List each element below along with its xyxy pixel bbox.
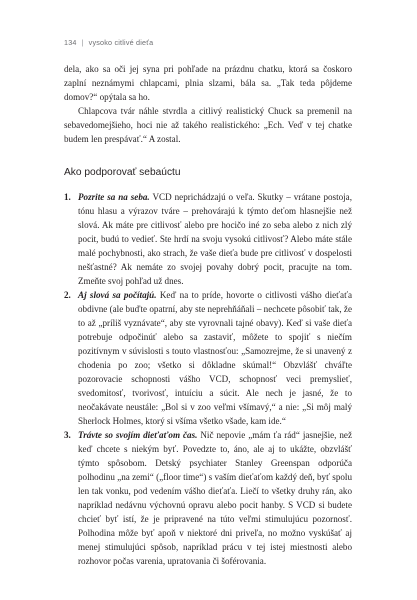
list-item-lead: Pozrite sa na seba.	[78, 192, 150, 202]
running-title: vysoko citlivé dieťa	[88, 38, 154, 47]
list-item-lead: Trávte so svojím dieťaťom čas.	[78, 430, 198, 440]
page-number: 134	[64, 38, 77, 47]
list-item	[64, 288, 352, 428]
list-item-number: 1.	[64, 192, 71, 202]
running-header	[64, 38, 153, 47]
tips-list	[64, 190, 352, 568]
paragraph: dela, ako sa oči jej syna pri pohľade na prázdnu chatku, ktorá sa čoskoro zaplní neznámymi chlapcami, plnia slzami, bála sa. „Tak teda pôjdeme domov?“ opýtala sa ho.	[64, 64, 352, 102]
list-item-lead: Aj slová sa počítajú.	[78, 290, 157, 300]
page-body	[64, 62, 352, 568]
header-separator: |	[81, 38, 84, 47]
section-heading: Ako podporovať sebaúctu	[64, 167, 181, 178]
list-item-text: Nič nepovie „mám ťa rád“ jasnejšie, než keď chcete s niekým byť. Povedzte to, áno, ale aj to ukážte, obzvlášť týmto spôsobom. Detský psychiater Stanley Greenspan odporúča polhodinu „na zemi“ („floor time“) s vaším dieťaťom každý deň, byť spolu len tak vonku, pod vedením vášho dieťaťa. Liečí to všetky druhy rán, ako napríklad nedávnu výchovnú opravu alebo pocit hanby. S VCD si budete chcieť byť istí, že je pripravené na túto veľmi stimulujúcu pozornosť. Polhodina môže byť apoň v niektoré dni priveľa, no možno vyskúšať aj menej stimulujúci spôsob, napríklad prácu v tej istej miestnosti alebo rozhovor počas varenia, upratovania či šoférovania.	[78, 430, 353, 566]
list-item-text: Keď na to príde, hovorte o citlivosti vášho dieťaťa obdivne (ale buďte opatrní, aby ste neprehňáňali – nechcete pôsobiť tak, že to až „príliš vyznávate“, aby ste vyrovnali tajné obavy). Keď si vaše dieťa potrebuje odpočinúť alebo sa zastaviť, môžete to spojiť s niečím pozitívnym v súvislosti s touto vlastnosťou: „Samozrejme, že si unavený z chodenia po zoo; všetko si dôkladne skúmal!“ Obzvlášť chváľte pozorovacie schopnosti vášho VCD, schopnosť veci premyslieť, svedomitosť, tvorivosť, intuíciu a súcit. Ale nech je jasné, že to neočakávate neustále: „Bol si v zoo veľmi všímavý,“ a nie: „Si môj malý Sherlock Holmes, ktorý si všíma všetko všade, kam ide.“	[78, 290, 353, 426]
list-item-number: 2.	[64, 290, 71, 300]
list-item-number: 3.	[64, 430, 71, 440]
list-item	[64, 428, 352, 568]
list-item-text: VCD neprichádzajú o veľa. Skutky – vrátane postoja, tónu hlasu a výrazov tváre – prehovárajú k týmto deťom hlasnejšie než slová. Ak máte pre citlivosť alebo pre hocičo iné zo seba alebo z nich zlý pocit, budú to vedieť. Ste hrdí na svoju vysokú citlivosť? Alebo máte stále malé pochybnosti, ako strach, že vaše dieťa bude pre citlivosť v dospelosti nešťastné? Ak nemáte zo svojej povahy dobrý pocit, pracujte na tom. Zmeňte svoj pohľad už dnes.	[78, 192, 352, 286]
paragraph: Chlapcova tvár náhle stvrdla a citlivý realistický Chuck sa premenil na sebavedomejšieho, hoci nie až takého realistického: „Ech. Veď v tej chatke budem len prespávať.“ A zostal.	[64, 106, 352, 144]
list-item	[64, 190, 352, 288]
